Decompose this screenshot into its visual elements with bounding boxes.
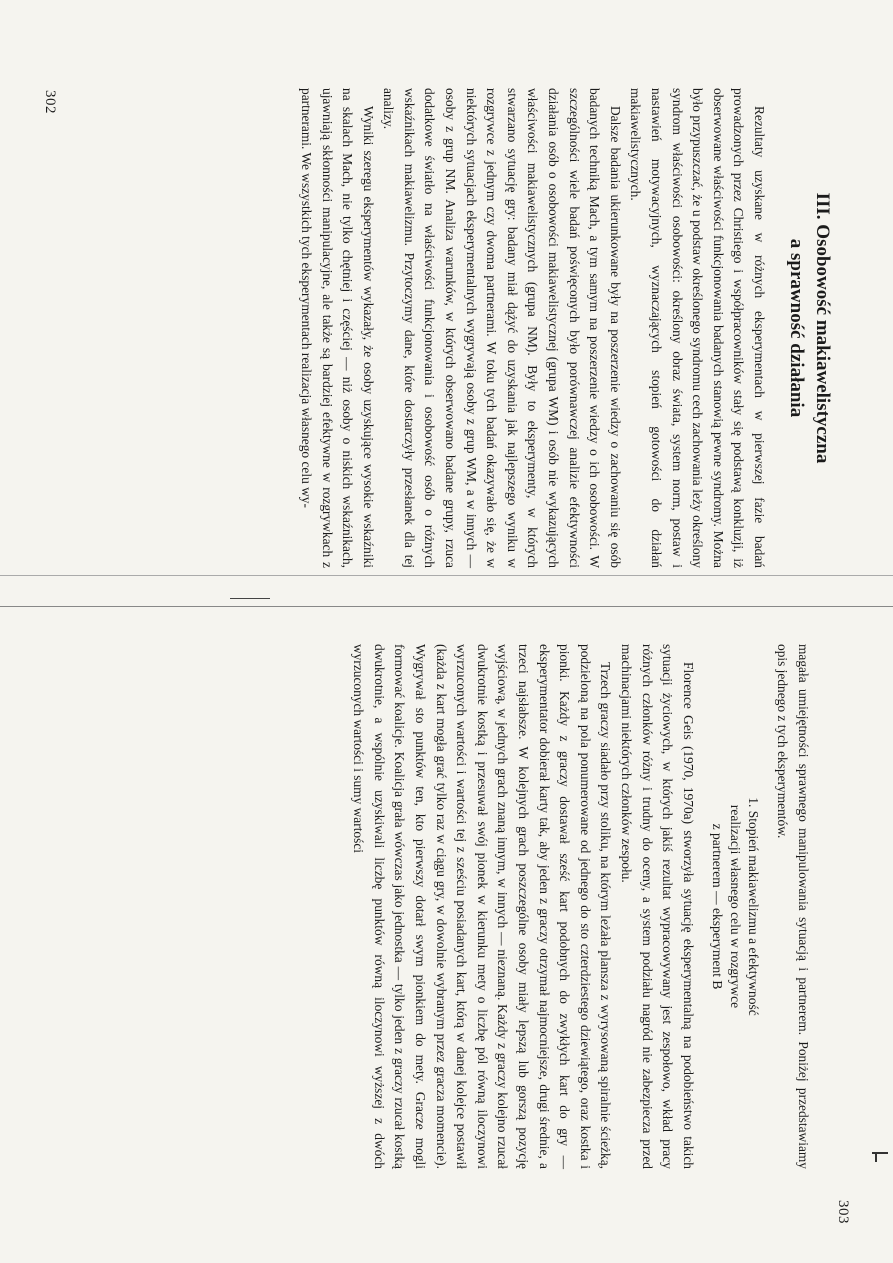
paragraph: Wyniki szeregu eksperymentów wykazały, że osoby uzyskujące wysokie wskaźniki na skalach Mach, nie tylko chętniej i częściej — niż osoby o niskich wskaźnikach, ujawniają skłonności manipulacyjne, ale także są bardziej efektywne w rozgrywkach z partnerami. We wszystkich tych eksperymentach realizacja własnego celu wy- xyxy=(298,88,376,568)
page-302 xyxy=(0,0,893,600)
paragraph: Dalsze badania ukierunkowane były na poszerzenie wiedzy o zachowaniu się osób badanych techniką Mach, a tym samym na poszerzenie wiedzy o ich osobowości. W szczególności wiele badań poświęconych było porównawczej analizie efektywności działania osób o osobowości makiawelistycznej (grupa WM) i osób nie wykazujących właściwości makiawelistycznych (grupa NM). Były to eksperymenty, w których stwarzano sytuację gry: badany miał dążyć do uzyskania jak najlepszego wyniku w rozgrywce z jednym czy dwoma partnerami. W toku tych badań okazywało się, że w niektórych sytuacjach eksperymentalnych wygrywają osoby z grup WM, a w innych — osoby z grup NM. Analiza warunków, w których obserwowano badane grupy, rzuca dodatkowe światło na właściwości funkcjonowania i osobowość osób o różnych wskaźnikach makiawelizmu. Przytoczymy dane, które dostarczyły przesłanek dla tej analizy. xyxy=(381,88,623,568)
chapter-title-line: III. Osobowość makiawelistyczna xyxy=(812,192,833,464)
paragraph: Florence Geis (1970, 1970a) stworzyła sytuację eksperymentalną na podobieństwo takich sytuacji życiowych, w których jakiś rezultat wypracowywany jest zespołowo, wkład pracy różnych członków różny i trudny do oceny, a system podziału nagród nie zabezpiecza przed machinacjami niektórych członków zespołu. xyxy=(619,644,696,1169)
page-number: 303 xyxy=(835,1200,851,1224)
section-title-line: 1. Stopień makiawelizmu a efektywność xyxy=(745,797,761,1016)
page-303-body xyxy=(348,644,813,1169)
section-title xyxy=(708,644,762,1169)
page-303 xyxy=(0,610,893,1263)
chapter-title xyxy=(783,88,835,568)
section-title-line: realizacji własnego celu w rozgrywce xyxy=(727,804,743,1009)
paragraph: Rezultaty uzyskane w różnych eksperymentach w pierwszej fazie badań prowadzonych przez Christiego i współpracowników stały się podstawą konkluzji, iż obserwowane właściwości funkcjonowania badanych stanowią pewne syndromy. Można było przypuszczać, że u podstaw określonego syndromu cech zachowania leży określony syndrom właściwości osobowości: określony obraz świata, system norm, postaw i nastawień motywacyjnych, wyznaczających stopień gotowości do działań makiawelistycznych. xyxy=(628,88,767,568)
paragraph: magała umiejętności sprawnego manipulowania sytuacją i partnerem. Poniżej przedstawiamy opis jednego z tych eksperymentów. xyxy=(775,644,811,1169)
page-302-body xyxy=(295,88,835,568)
paragraph: Trzech graczy siadało przy stoliku, na którym leżała plansza z wyrysowaną spiralnie ścieżką, podzieloną na pola ponumerowane od jednego do sto czterdziestego dziewiątego, oraz kostka i pionki. Każdy z graczy dostawał sześć kart podobnych do zwykłych kart do gry — eksperymentator dobierał karty tak, aby jeden z graczy otrzymał najmocniejsze, drugi średnie, a trzeci najsłabsze. W kolejnych grach poszczególne osoby miały lepszą lub gorszą pozycję wyjściową, w jednych grach znaną innym, w innych — nieznaną. Każdy z graczy kolejno rzucał dwukrotnie kostką i przesuwał swój pionek w kierunku mety o liczbę pól równą iloczynowi wyrzuconych wartości i wartości tej z sześciu posiadanych kart, którą w danej kolejce postawił (każda z kart mogła grać tylko raz w ciągu gry, w dowolnie wybranym przez gracza momencie). Wygrywał sto punktów ten, kto pierwszy dotarł swym pionkiem do mety. Gracze mogli formować koalicje. Koalicja grała wówczas jako jednostka — tylko jeden z graczy rzucał kostką dwukrotnie, a wspólnie uzyskiwali liczbę punktów równą iloczynowi wyższej z dwóch wyrzuconych wartości i sumy wartości xyxy=(351,644,614,1169)
chapter-title-line: a sprawność działania xyxy=(786,238,807,418)
page-number: 302 xyxy=(42,90,58,114)
section-title-line: z partnerem — eksperyment B xyxy=(709,823,725,990)
